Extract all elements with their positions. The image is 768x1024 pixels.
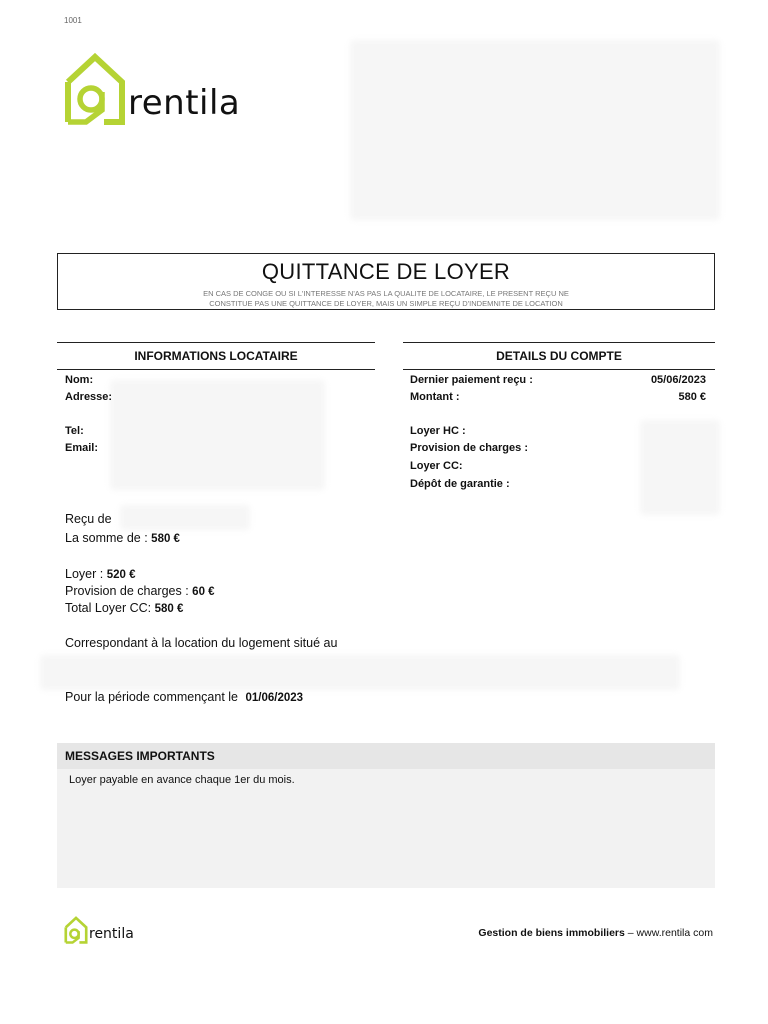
last-payment-value: 05/06/2023 (650, 374, 706, 386)
brand-name: rentila (128, 83, 241, 123)
period-label: Pour la période commençant le (65, 690, 239, 704)
received-from (65, 512, 112, 526)
period-value: 01/06/2023 (245, 692, 304, 704)
rentila-logo (64, 52, 240, 126)
redacted-account-values (640, 420, 720, 515)
rent-cc-label: Loyer CC: (410, 460, 463, 472)
house-logo-icon (64, 916, 88, 944)
tenant-info-header: INFORMATIONS LOCATAIRE (57, 342, 375, 370)
sum-label: La somme de : (65, 531, 148, 545)
sum-line (65, 531, 180, 545)
last-payment-label: Dernier paiement reçu : (410, 374, 533, 386)
page-title: QUITTANCE DE LOYER (261, 259, 511, 284)
page-number: 1001 (64, 16, 82, 25)
footer-tagline (478, 927, 713, 939)
redacted-payer (120, 505, 250, 530)
location-text: Correspondant à la location du logement situé au (65, 636, 338, 650)
total-label: Total Loyer CC: (65, 601, 152, 615)
rent-line (65, 567, 135, 581)
tenant-address-label: Adresse: (65, 391, 113, 403)
sum-value: 580 € (151, 533, 180, 545)
footer-brand-name: rentila (89, 926, 134, 942)
period-line (65, 690, 303, 704)
total-line (65, 601, 183, 615)
disclaimer-line-1: EN CAS DE CONGE OU SI L'INTERESSE N'AS PAS LA QUALITE DE LOCATAIRE, LE PRESENT REÇU NE (203, 289, 569, 298)
receipt-title-box (57, 253, 715, 310)
tenant-name-label: Nom: (65, 374, 94, 386)
messages-text: Loyer payable en avance chaque 1er du mois. (69, 774, 295, 786)
disclaimer-line-2: CONSTITUE PAS UNE QUITTANCE DE LOYER, MAIS UN SIMPLE REÇU D'INDEMNITE DE LOCATION (209, 299, 563, 308)
charges-line (65, 584, 215, 598)
redacted-tenant-details (110, 380, 325, 490)
charges-label: Provision de charges : (65, 584, 189, 598)
rent-label: Loyer : (65, 567, 104, 581)
charges-value: 60 € (192, 586, 215, 598)
account-details-header: DETAILS DU COMPTE (403, 342, 715, 370)
tenant-email-label: Email: (65, 442, 99, 454)
footer-website-link[interactable]: www.rentila com (636, 927, 713, 939)
rent-value: 520 € (106, 569, 136, 581)
important-messages-box (57, 743, 715, 888)
tenant-tel-label: Tel: (65, 425, 84, 437)
footer-separator: – (624, 927, 637, 939)
charges-provision-label: Provision de charges : (410, 442, 528, 454)
rent-hc-label: Loyer HC : (410, 425, 466, 437)
footer-logo (64, 916, 134, 944)
amount-label: Montant : (410, 391, 460, 403)
redacted-owner-block (350, 40, 720, 220)
deposit-label: Dépôt de garantie : (410, 478, 510, 490)
footer-tagline-text: Gestion de biens immobiliers (478, 927, 625, 939)
received-from-label: Reçu de (65, 512, 112, 526)
house-logo-icon (64, 52, 126, 126)
redacted-address (40, 655, 680, 690)
messages-header: MESSAGES IMPORTANTS (57, 743, 715, 769)
total-value: 580 € (154, 603, 184, 615)
amount-value: 580 € (678, 391, 706, 403)
